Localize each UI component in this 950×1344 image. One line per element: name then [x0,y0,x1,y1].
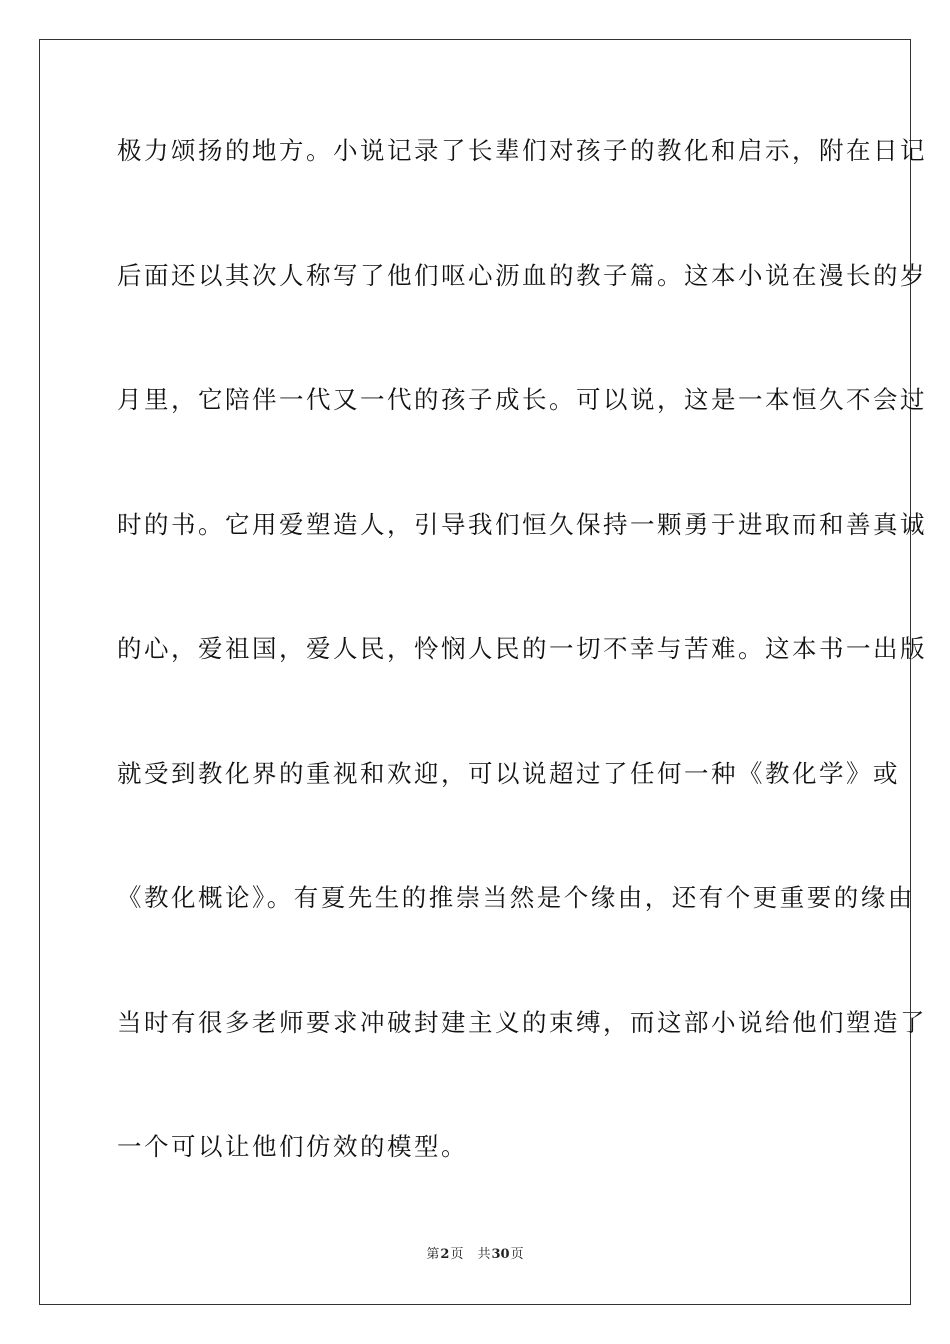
text-line: 当时有很多老师要求冲破封建主义的束缚，而这部小说给他们塑造了 [117,1007,927,1037]
total-pages: 30 [491,1247,510,1262]
text-line: 一个可以让他们仿效的模型。 [117,1132,468,1161]
page-footer [0,1243,950,1262]
page-label-prefix: 第 [426,1247,440,1262]
text-line: 月里，它陪伴一代又一代的孩子成长。可以说，这是一本恒久不会过 [117,385,927,414]
text-line: 极力颂扬的地方。小说记录了长辈们对孩子的教化和启示，附在日记 [117,136,927,165]
page-label-suffix: 页 [450,1247,464,1262]
page-number: 2 [440,1247,450,1262]
total-label-suffix: 页 [510,1247,524,1262]
text-line: 的心，爱祖国，爱人民，怜悯人民的一切不幸与苦难。这本书一出版 [117,634,927,663]
text-line: 就受到教化界的重视和欢迎，可以说超过了任何一种《教化学》或 [117,758,900,788]
total-label-prefix: 共 [477,1247,491,1262]
text-line: 后面还以其次人称写了他们呕心沥血的教子篇。这本小说在漫长的岁 [117,260,927,290]
text-line: 《教化概论》。有夏先生的推崇当然是个缘由，还有个更重要的缘由 [117,883,915,912]
body-text [117,131,927,1252]
text-line: 时的书。它用爱塑造人，引导我们恒久保持一颗勇于进取而和善真诚 [117,509,927,539]
